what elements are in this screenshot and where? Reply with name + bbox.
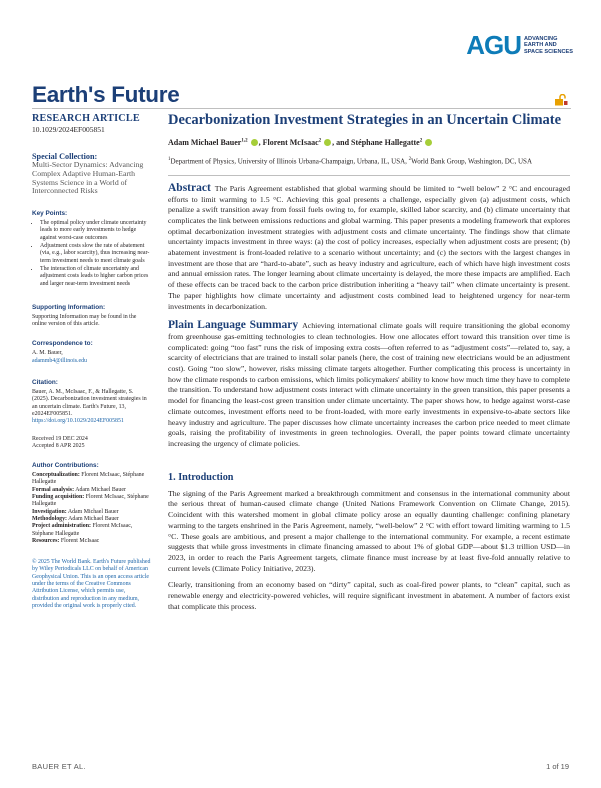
correspondence: Correspondence to: A. M. Bauer, adammb4@illinois.edu [32, 340, 93, 364]
footer-authors: BAUER ET AL. [32, 762, 86, 771]
page-number: 1 of 19 [546, 762, 569, 771]
pls-heading: Plain Language Summary [168, 319, 299, 332]
special-collection-title: Special Collection: [32, 152, 98, 161]
orcid-icon[interactable] [324, 139, 331, 146]
section-heading-introduction: 1. Introduction [168, 471, 234, 483]
dates: Received 19 DEC 2024 Accepted 8 APR 2025 [32, 435, 88, 449]
key-points: Key Points: • The optimal policy under climate uncertainty leads to more early investments to hedge against worst-case outcomes • Adjustment costs slow the rate of abatement (via, e.g., labor scarcity), thus increasing near-term investment needs to meet climate goals • The interaction of climate uncertainty and adjustment costs leads to higher carbon prices and larger near-term investment needs [32, 210, 152, 288]
license: © 2025 The World Bank. Earth's Future published by Wiley Periodicals LLC on behalf of American Geophysical Union. This is an open access article under the terms of the Creative Commons Attribution License, which permits use, distribution and reproduction in any medium, provided the original work is properly cited. [32, 559, 151, 609]
abstract-heading: Abstract [168, 181, 211, 194]
key-point: • The interaction of climate uncertainty and adjustment costs leads to higher carbon prices and larger near-term investment needs [40, 266, 152, 288]
abstract: Abstract The Paris Agreement established that global warming should be limited to “well below” 2 °C and encouraged efforts to limit warming to 1.5 °C. Achieving this goal presents a challenge, especially given (a) adjustment costs, which penalize a swift transition away from fossil fuels owing to, for example, skilled labor scarcity, and (b) climate uncertainty that complicates the link between emissions reductions and global warming. This paper presents a modeling framework that explores optimal decarbonization investment strategies with adjustment costs and climate uncertainty. The findings show that climate uncertainty impacts investment in three ways: (a) the cost of policy increases, especially when adjustment costs are present; (b) abatement investment is front-loaded relative to a scenario without uncertainty; and (c) the sectors with the largest changes in investment are those that are “hard-to-abate”, such as heavy industry and agriculture, each of which have high investment costs and annual emission rates. The longer learning about climate uncertainty is delayed, the more these impacts are amplified. Each of these effects can be traced back to the carbon price distribution inheriting a “heavy tail” when climate uncertainty is present. The paper highlights how climate uncertainty and adjustment costs combined lead to heightened urgency for near-term investments in decarbonization. [168, 181, 570, 311]
agu-logo-mark: AGU [466, 30, 521, 60]
abstract-rule [168, 175, 570, 176]
article-title: Decarbonization Investment Strategies in an Uncertain Climate [168, 112, 562, 128]
citation: Citation: Bauer, A. M., McIsaac, F., & Hallegatte, S. (2025). Decarbonization investment strategies in an uncertain climate. Earth's Future, 13, e2024EF005851. https://doi.org/10.1029/2024EF005851 [32, 379, 147, 425]
open-access-icon [554, 94, 568, 106]
special-collection-text: Multi-Sector Dynamics: Advancing Complex Adaptive Human-Earth Systems Science in a World of Interconnected Risks [32, 160, 144, 196]
intro-paragraph-2: Clearly, transitioning from an economy based on “dirty” capital, such as coal-fired power plants, to “clean” capital, such as renewable energy and electricity-powered vehicles, will require significant investment in abatement. A number of factors exist that complicate this process. [168, 580, 570, 611]
plain-language-summary: Plain Language Summary Achieving international climate goals will require transitioning the global economy from greenhouse gas-emitting technologies to clean technologies. How one allocates effort toward this transition over time is complicated: going “too fast” runs the risk of imposing extra costs—often referred to as “adjustment costs”—related to, say, a scarcity of electricians that are trained to install solar panels (here, the cost of training new electricians would be an adjustment cost). Going “too slow”, however, risks missing climate targets altogether. Further complicating this process is uncertainty in how the climate responds to carbon emissions, which limits policymakers' ability to know how much time they have to complete the transition. To understand how adjustment costs interact with climate uncertainty in the green transition, this paper presents a model for financing the least-cost green transition under climate uncertainty. The paper shows how, to hedge against worst-case climate outcomes, investment efforts need to be front-loaded, with more early investments in expensive-to-abate sectors like heavy industry and agriculture. The paper discusses how climate uncertainty increases the carbon price needed to meet climate goals, raising the profitability of investments in green technologies. Overall, the paper points toward climate uncertainty increasing the urgency of climate policies. [168, 319, 570, 448]
orcid-icon[interactable] [425, 139, 432, 146]
citation-doi-link[interactable]: https://doi.org/10.1029/2024EF005851 [32, 418, 124, 425]
key-point: • The optimal policy under climate uncertainty leads to more early investments to hedge against worst-case outcomes [40, 220, 152, 242]
agu-logo-text: ADVANCING EARTH AND SPACE SCIENCES [523, 35, 573, 55]
journal-title: Earth's Future [32, 82, 180, 107]
correspondence-email-link[interactable]: adammb4@illinois.edu [32, 357, 87, 364]
sidebar [32, 112, 152, 610]
doi: 10.1029/2024EF005851 [32, 125, 105, 134]
intro-paragraph-1: The signing of the Paris Agreement marked a breakthrough commitment and consensus in the international community about the serious threat of human-caused climate change (United Nations Framework Convention on Climate Change, 2015). Coincident with this watershed moment in global climate policy arose an equally daunting challenge: confining planetary warming to the targets enshrined in the Paris Agreement, namely, “well-below” 2 °C with effort toward limiting warming to 1.5 °C. These goals are ambitious, and present a major challenge to the international community. For example, a recent estimate suggests that while gross investments in climate financing amassed to about 1% of global GDP—about $1.3 trillion USD—in 2023, in order to reach the Paris Agreement targets, climate finance must increase by at least five-fold annually relative to current levels (Climate Policy Initiative, 2023). [168, 488, 570, 573]
author-list: Adam Michael Bauer$^{1,2}$ , Florent McIsaac$^2$ , and Stéphane Hallegatte$^2$ [168, 138, 570, 147]
article-type: RESEARCH ARTICLE [32, 113, 140, 124]
header-rule [32, 108, 571, 109]
supporting-info: Supporting Information: Supporting Information may be found in the online version of this article. [32, 303, 137, 328]
agu-logo [466, 30, 573, 61]
key-point: • Adjustment costs slow the rate of abatement (via, e.g., labor scarcity), thus increasing near-term investment needs to meet climate goals [40, 243, 152, 265]
orcid-icon[interactable] [251, 139, 258, 146]
main-column [168, 112, 570, 612]
affiliations: $^1$Department of Physics, University of Illinois Urbana-Champaign, Urbana, IL, USA, $^2$World Bank Group, Washington, DC, USA [168, 157, 533, 166]
author-contributions: Author Contributions: Conceptualization: Florent McIsaac, Stéphane Hallegatte Formal analysis: Adam Michael Bauer Funding acquisition: Florent McIsaac, Stéphane Hallegatte Investigation: Adam Michael Bauer Methodology: Adam Michael Bauer Project administration: Florent McIsaac, Stéphane Hallegatte Resources: Florent McIsaac [32, 462, 149, 544]
